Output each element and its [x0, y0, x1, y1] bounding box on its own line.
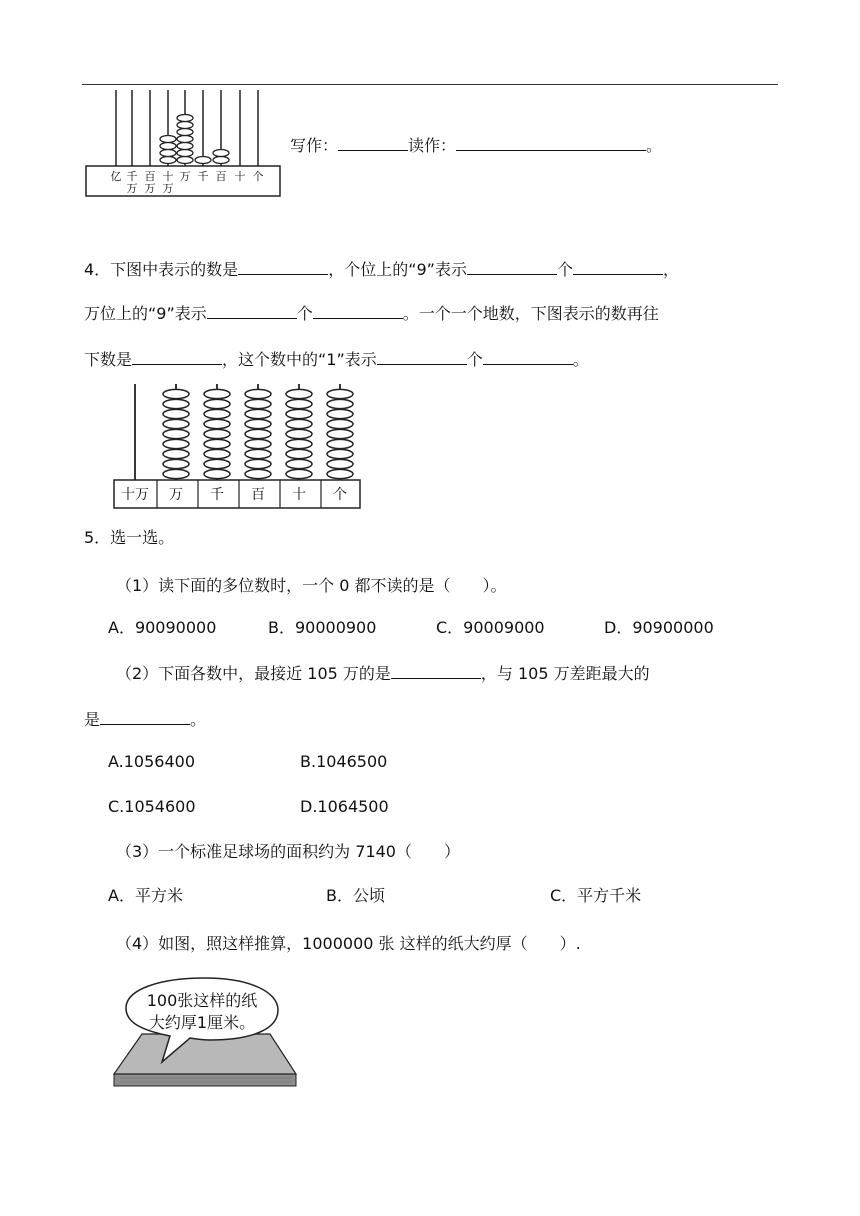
abacus-figure-1 — [84, 86, 284, 201]
abacus1-label: 百 — [215, 170, 227, 183]
q4-line-2 — [84, 302, 659, 324]
q5-2-text: 是 — [84, 710, 101, 729]
abacus-bead — [163, 459, 189, 468]
abacus-bead — [327, 439, 353, 448]
q3-end: 。 — [646, 136, 663, 155]
abacus-bead — [327, 399, 353, 408]
abacus-bead — [327, 459, 353, 468]
bubble-line-1: 100张这样的纸 — [146, 991, 258, 1010]
q5-2-question — [116, 662, 650, 684]
q5-1-option-c[interactable]: C．90009000 — [436, 618, 545, 637]
abacus-bead — [245, 429, 271, 438]
q4-text: ，个位上的“9”表示 — [328, 260, 467, 279]
abacus-bead — [163, 469, 189, 478]
q5-1-question: （1）读下面的多位数时，一个 0 都不读的是（ ）。 — [116, 576, 507, 595]
abacus-bead — [286, 469, 312, 478]
abacus-bead — [163, 419, 189, 428]
abacus-bead — [204, 389, 230, 398]
answer-blank[interactable] — [313, 302, 403, 319]
abacus-bead — [204, 429, 230, 438]
abacus-bead — [204, 399, 230, 408]
abacus-bead — [204, 469, 230, 478]
q5-2-question-cont — [84, 708, 206, 730]
abacus-bead — [245, 469, 271, 478]
write-answer-blank[interactable] — [338, 134, 408, 151]
q4-text: 个 — [466, 350, 483, 369]
paper-stack-illustration — [110, 974, 300, 1094]
abacus1-label: 亿 — [110, 170, 122, 183]
q5-2-option-d[interactable]: D.1064500 — [300, 797, 389, 816]
answer-blank[interactable] — [483, 348, 573, 365]
abacus1-label: 百 — [144, 170, 156, 183]
abacus-bead — [286, 419, 312, 428]
q5-3-option-b[interactable]: B．公顷 — [326, 886, 385, 905]
q4-text: 。 — [572, 350, 589, 369]
abacus-bead — [286, 459, 312, 468]
answer-blank[interactable] — [377, 348, 467, 365]
abacus-bead — [204, 449, 230, 458]
answer-blank[interactable] — [100, 708, 190, 725]
answer-blank[interactable] — [573, 258, 663, 275]
abacus2-label: 百 — [251, 487, 265, 503]
abacus-bead — [286, 439, 312, 448]
q4-text: 万位上的“9”表示 — [84, 304, 207, 323]
q5-1-option-a[interactable]: A．90090000 — [108, 618, 217, 637]
q5-3-question: （3）一个标准足球场的面积约为 7140（ ） — [116, 842, 460, 861]
abacus1-label: 十 — [162, 170, 174, 183]
abacus-bead — [327, 469, 353, 478]
q5-2-option-c[interactable]: C.1054600 — [108, 797, 196, 816]
abacus-bead — [245, 419, 271, 428]
q4-line-1 — [84, 258, 679, 280]
q4-line-3 — [84, 348, 589, 370]
abacus1-label: 千 — [197, 170, 209, 183]
q5-4-question: （4）如图，照这样推算，1000000 张 这样的纸大约厚（ ）. — [116, 934, 581, 953]
abacus-bead — [163, 389, 189, 398]
q5-2-text: 。 — [190, 710, 207, 729]
abacus-figure-2 — [112, 382, 364, 512]
abacus-bead — [245, 439, 271, 448]
abacus-bead — [245, 399, 271, 408]
abacus-bead — [327, 389, 353, 398]
answer-blank[interactable] — [238, 258, 328, 275]
q5-2-text: （2）下面各数中，最接近 105 万的是 — [116, 664, 391, 683]
abacus-bead — [245, 449, 271, 458]
abacus-bead — [286, 389, 312, 398]
q5-3-option-a[interactable]: A．平方米 — [108, 886, 183, 905]
abacus1-label: 十 — [234, 170, 246, 183]
abacus2-label: 万 — [169, 487, 183, 503]
write-label: 写作： — [290, 136, 339, 155]
answer-blank[interactable] — [467, 258, 557, 275]
q3-write-read-line — [290, 134, 662, 156]
q4-text: 个 — [296, 304, 313, 323]
abacus-bead — [245, 389, 271, 398]
abacus-bead — [163, 399, 189, 408]
answer-blank[interactable] — [132, 348, 222, 365]
answer-blank[interactable] — [207, 302, 297, 319]
abacus2-label: 千 — [210, 487, 224, 503]
q4-text: ，这个数中的“1”表示 — [222, 350, 377, 369]
abacus-bead — [286, 449, 312, 458]
q5-2-text: ，与 105 万差距最大的 — [480, 664, 650, 683]
read-label: 读作： — [408, 136, 457, 155]
abacus-bead — [327, 429, 353, 438]
abacus1-label: 千 — [126, 170, 138, 183]
abacus-bead — [204, 459, 230, 468]
abacus-bead — [245, 459, 271, 468]
abacus-bead — [286, 429, 312, 438]
read-answer-blank[interactable] — [456, 134, 646, 151]
abacus-bead — [286, 399, 312, 408]
abacus-bead — [327, 409, 353, 418]
abacus1-label: 个 — [252, 170, 264, 183]
abacus-bead — [327, 419, 353, 428]
abacus-bead — [327, 449, 353, 458]
q4-text: 下数是 — [84, 350, 133, 369]
abacus-bead — [204, 419, 230, 428]
abacus1-label-sub: 万 — [162, 182, 174, 195]
q5-2-option-b[interactable]: B.1046500 — [300, 752, 388, 771]
q5-1-option-d[interactable]: D．90900000 — [604, 618, 714, 637]
abacus-bead — [204, 439, 230, 448]
abacus2-label: 十万 — [121, 487, 149, 503]
abacus-bead — [163, 439, 189, 448]
abacus-bead — [286, 409, 312, 418]
abacus2-label: 十 — [292, 487, 306, 503]
q5-3-option-c[interactable]: C．平方千米 — [550, 886, 642, 905]
abacus-bead — [204, 409, 230, 418]
q5-title: 5．选一选。 — [84, 528, 175, 547]
abacus1-label: 万 — [179, 170, 191, 183]
q5-1-option-b[interactable]: B．90000900 — [268, 618, 377, 637]
top-divider — [82, 84, 778, 85]
abacus2-label: 个 — [333, 487, 347, 503]
q5-2-option-a[interactable]: A.1056400 — [108, 752, 196, 771]
abacus-bead — [245, 409, 271, 418]
abacus1-label-sub: 万 — [144, 182, 156, 195]
q4-text: 个 — [556, 260, 573, 279]
q4-text: 。一个一个地数，下图表示的数再往 — [402, 304, 659, 323]
q4-text: ， — [662, 260, 679, 279]
answer-blank[interactable] — [391, 662, 481, 679]
abacus1-label-sub: 万 — [126, 182, 138, 195]
abacus-bead — [163, 449, 189, 458]
bubble-line-2: 大约厚1厘米。 — [148, 1013, 256, 1032]
abacus-bead — [163, 429, 189, 438]
abacus-bead — [163, 409, 189, 418]
q4-text: 4．下图中表示的数是 — [84, 260, 239, 279]
